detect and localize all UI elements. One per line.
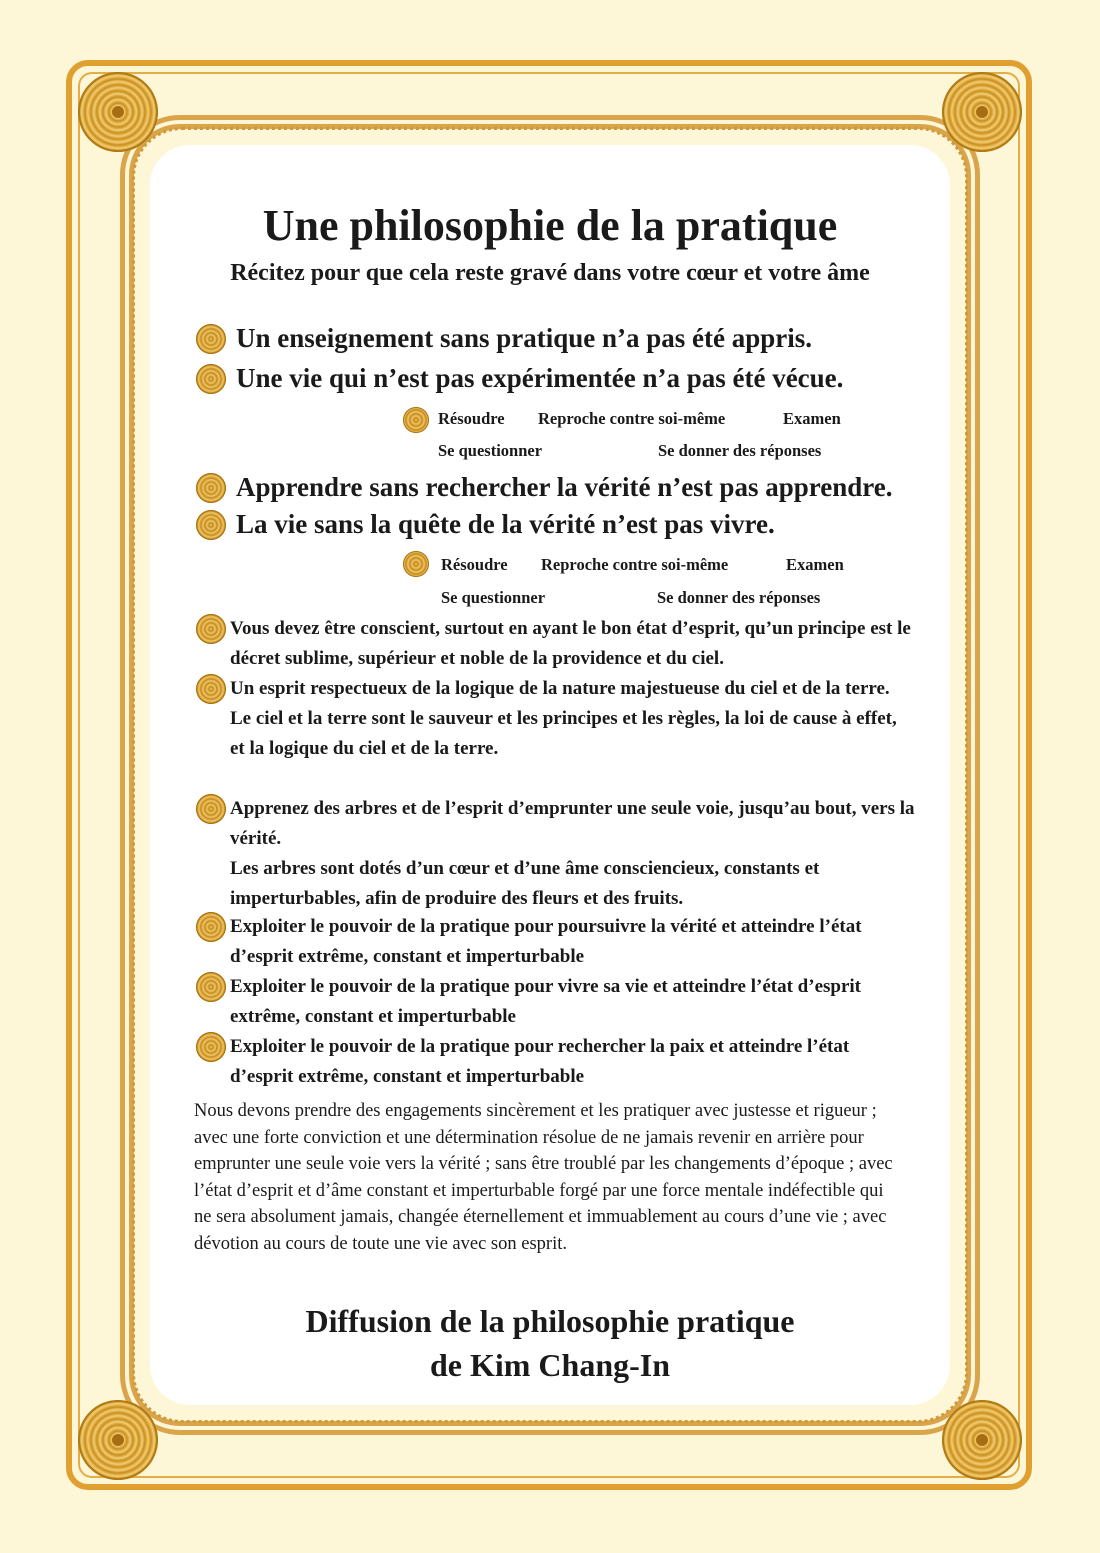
gold-bullet-icon [403, 407, 429, 433]
closing-paragraph: Nous devons prendre des engagements sincèrement et les pratiquer avec justesse et rigueur ; avec une forte conviction et une détermination résolue de ne jamais revenir en arrière pour emprunter une seule voie vers la vérité ; sans être troublé par les changements d’époque ; avec l’état d’esprit et d’âme constant et imperturbable forgé par une force mentale indéfectible qui ne sera absolument jamais, changée éternellement et immuablement au cours d’une vie ; avec dévotion au cours de toute une vie avec son esprit. [194, 1101, 893, 1254]
gold-bullet-icon [196, 674, 226, 704]
gold-bullet-icon [196, 972, 226, 1002]
gold-bullet-icon [196, 364, 226, 394]
item-text: Le ciel et la terre sont le sauveur et les principes et les règles, la loi de cause à effet, et la logique du ciel et de la terre. [230, 708, 897, 759]
item-text: Un esprit respectueux de la logique de la nature majestueuse du ciel et de la terre. [230, 678, 890, 699]
gold-bullet-icon [196, 473, 226, 503]
cycle-resoudre: Résoudre [441, 555, 508, 574]
gold-bullet-icon [196, 510, 226, 540]
list-item [196, 972, 916, 1032]
gold-bullet-icon [196, 324, 226, 354]
gold-bullet-icon [403, 551, 429, 577]
footer-line-2: de Kim Chang-In [429, 1347, 671, 1383]
list-item [196, 614, 916, 674]
cycle-examen: Examen [786, 555, 844, 574]
item-text: Vous devez être conscient, surtout en ayant le bon état d’esprit, qu’un principe est le décret sublime, supérieur et noble de la providence et du ciel. [230, 618, 911, 669]
footer-line-1: Diffusion de la philosophie pratique [305, 1303, 795, 1339]
maxim-text: Un enseignement sans pratique n’a pas été appris. [236, 323, 813, 353]
cycle-examen: Examen [783, 409, 841, 428]
cycle-reponses: Se donner des réponses [657, 588, 821, 607]
cycle-reproche: Reproche contre soi-même [538, 409, 726, 428]
page-title: Une philosophie de la pratique [262, 201, 838, 250]
item-text: Exploiter le pouvoir de la pratique pour vivre sa vie et atteindre l’état d’esprit extrême, constant et imperturbable [230, 976, 861, 1027]
item-text: Apprenez des arbres et de l’esprit d’emprunter une seule voie, jusqu’au bout, vers la vérité. [230, 798, 915, 849]
maxim-line [196, 472, 892, 503]
cycle-questionner: Se questionner [441, 588, 546, 607]
cycle-questionner: Se questionner [438, 441, 543, 460]
cycle-resoudre: Résoudre [438, 409, 505, 428]
page-subtitle: Récitez pour que cela reste gravé dans votre cœur et votre âme [230, 260, 870, 286]
gold-bullet-icon [196, 614, 226, 644]
maxim-line [196, 323, 812, 354]
maxim-text: Une vie qui n’est pas expérimentée n’a pas été vécue. [236, 363, 844, 393]
maxim-line [196, 363, 843, 394]
gold-bullet-icon [196, 912, 226, 942]
item-text: Exploiter le pouvoir de la pratique pour rechercher la paix et atteindre l’état d’esprit extrême, constant et imperturbable [230, 1036, 850, 1087]
maxim-text: Apprendre sans rechercher la vérité n’est pas apprendre. [236, 472, 893, 502]
item-text: Exploiter le pouvoir de la pratique pour poursuivre la vérité et atteindre l’état d’esprit extrême, constant et imperturbable [230, 916, 862, 967]
list-item [196, 794, 916, 914]
maxim-text: La vie sans la quête de la vérité n’est pas vivre. [236, 509, 775, 539]
list-item [196, 1032, 916, 1092]
cycle-reponses: Se donner des réponses [658, 441, 822, 460]
list-item [196, 674, 916, 764]
maxim-line [196, 509, 775, 540]
item-text: Les arbres sont dotés d’un cœur et d’une âme consciencieux, constants et imperturbables, afin de produire des fleurs et des fruits. [230, 858, 820, 909]
list-item [196, 912, 916, 972]
gold-bullet-icon [196, 794, 226, 824]
cycle-reproche: Reproche contre soi-même [541, 555, 729, 574]
gold-bullet-icon [196, 1032, 226, 1062]
